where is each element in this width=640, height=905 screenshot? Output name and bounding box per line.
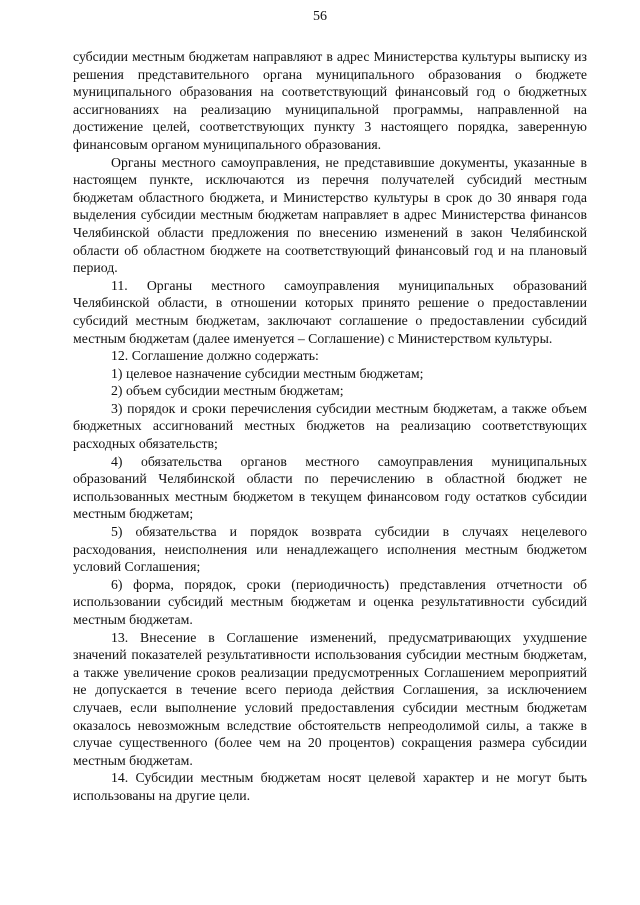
paragraph: Органы местного самоуправления, не представившие документы, указанные в настоящем пункте, исключаются из перечня получателей субсидий местным бюджетам областного бюджета, и Министерство культуры в срок до 30 января года выделения субсидии местным бюджетам направляет в адрес Министерства финансов Челябинской области предложения по внесению изменений в закон Челябинской области об областном бюджете на соответствующий финансовый год и на плановый период. <box>73 154 587 276</box>
paragraph-item-14: 14. Субсидии местным бюджетам носят целевой характер и не могут быть использованы на другие цели. <box>73 770 587 803</box>
list-item: 3) порядок и сроки перечисления субсидии местным бюджетам, а также объем бюджетных ассигнований местных бюджетов на реализацию соответствующих расходных обязательств; <box>73 400 587 452</box>
paragraph-continuation: субсидии местным бюджетам направляют в адрес Министерства культуры выписку из решения представительного органа муниципального образования о бюджете муниципального образования на соответствующий финансовый год о бюджетных ассигнованиях на реализацию муниципальной программы, направленной на достижение целей, соответствующих пункту 3 настоящего порядка, заверенную финансовым органом муниципального образования. <box>73 49 587 152</box>
paragraph-item-11: 11. Органы местного самоуправления муниципальных образований Челябинской области, в отношении которых принято решение о предоставлении субсидий местным бюджетам, заключают соглашение о предоставлении субсидий местным бюджетам (далее именуется – Соглашение) с Министерством культуры. <box>73 277 587 346</box>
paragraph-item-13: 13. Внесение в Соглашение изменений, предусматривающих ухудшение значений показателей результативности использования субсидии местным бюджетам, а также увеличение сроков реализации предусмотренных Соглашением мероприятий не допускается в течение всего периода действия Соглашения, за исключением случаев, если выполнение условий предоставления субсидии местным бюджетам оказалось невозможным вследствие обстоятельств непреодолимой силы, а также в случае существенного (более чем на 20 процентов) сокращения размера субсидии местным бюджетам. <box>73 629 587 768</box>
list-item: 6) форма, порядок, сроки (периодичность) представления отчетности об использовании субсидий местным бюджетам и оценка результативности субсидий местным бюджетам. <box>73 576 587 627</box>
list-item: 1) целевое назначение субсидии местным бюджетам; <box>111 365 424 381</box>
list-item: 2) объем субсидии местным бюджетам; <box>111 383 344 399</box>
list-item: 5) обязательства и порядок возврата субсидии в случаях нецелевого расходования, неисполнения или ненадлежащего исполнения местным бюджетом условий Соглашения; <box>73 524 587 575</box>
document-body <box>73 48 587 805</box>
page-number: 56 <box>313 9 327 24</box>
list-item: 4) обязательства органов местного самоуправления муниципальных образований Челябинской области по перечислению в областной бюджет не использованных местным бюджетом в текущем финансовом году остатков субсидии местным бюджетам; <box>73 453 587 522</box>
paragraph-item-12: 12. Соглашение должно содержать: <box>111 348 319 364</box>
